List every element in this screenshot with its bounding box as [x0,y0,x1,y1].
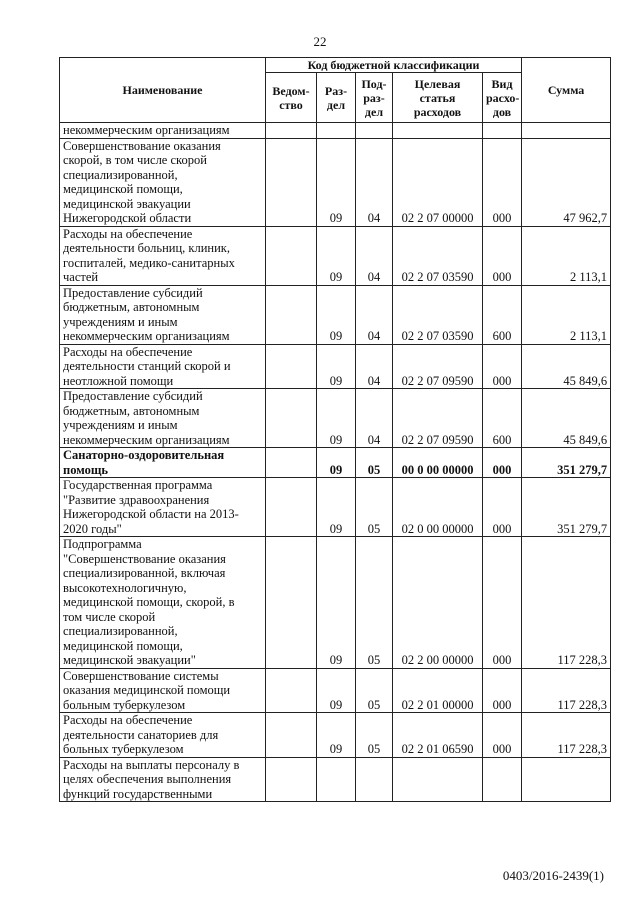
cell-dept [266,285,317,344]
cell-sec: 09 [317,537,356,669]
cell-name: Расходы на обеспечение деятельности больниц, клиник, госпиталей, медико-санитарных частей [60,226,266,285]
cell-type: 000 [483,448,522,478]
cell-target: 02 2 07 03590 [393,285,483,344]
table-row [60,138,611,226]
header-target: Целевая статья расходов [393,73,483,123]
cell-sec: 09 [317,138,356,226]
cell-dept [266,537,317,669]
cell-target: 02 2 01 00000 [393,668,483,713]
cell-sum: 351 279,7 [522,478,611,537]
header-sum: Сумма [522,58,611,123]
cell-sum [522,757,611,802]
table-row [60,285,611,344]
page-number: 22 [313,34,327,49]
cell-type: 600 [483,389,522,448]
cell-name: Государственная программа "Развитие здравоохранения Нижегородской области на 2013- 2020 годы" [60,478,266,537]
cell-sub: 04 [356,138,393,226]
cell-sum: 2 113,1 [522,226,611,285]
cell-dept [266,448,317,478]
cell-target: 02 2 01 06590 [393,713,483,758]
cell-sum: 117 228,3 [522,713,611,758]
budget-table [59,57,611,802]
cell-dept [266,389,317,448]
cell-name: Предоставление субсидий бюджетным, автономным учреждениям и иным некоммерческим организациям [60,389,266,448]
cell-sum [522,123,611,139]
cell-type: 000 [483,138,522,226]
cell-dept [266,123,317,139]
header-name: Наименование [60,58,266,123]
cell-sum: 117 228,3 [522,537,611,669]
cell-name: Расходы на выплаты персоналу в целях обеспечения выполнения функций государственными [60,757,266,802]
cell-sec: 09 [317,344,356,389]
table-row [60,713,611,758]
cell-sub [356,757,393,802]
cell-name: Совершенствование системы оказания медицинской помощи больным туберкулезом [60,668,266,713]
cell-dept [266,226,317,285]
cell-name: Расходы на обеспечение деятельности санаториев для больных туберкулезом [60,713,266,758]
cell-type: 000 [483,537,522,669]
cell-name: Санаторно-оздоровительная помощь [60,448,266,478]
cell-target: 02 2 07 00000 [393,138,483,226]
header-subsection: Под- раз- дел [356,73,393,123]
cell-type [483,757,522,802]
cell-name: Совершенствование оказания скорой, в том числе скорой специализированной, медицинской помощи, медицинской эвакуации Нижегородской области [60,138,266,226]
cell-sub: 05 [356,537,393,669]
cell-name: некоммерческим организациям [60,123,266,139]
header-exp-type: Вид расхо- дов [483,73,522,123]
cell-sec: 09 [317,478,356,537]
cell-sec: 09 [317,668,356,713]
cell-sub: 04 [356,285,393,344]
cell-dept [266,668,317,713]
table-row [60,123,611,139]
cell-target: 02 2 07 03590 [393,226,483,285]
cell-sec: 09 [317,713,356,758]
cell-sec: 09 [317,448,356,478]
document-code: 0403/2016-2439(1) [502,868,604,883]
cell-name: Предоставление субсидий бюджетным, автономным учреждениям и иным некоммерческим организациям [60,285,266,344]
cell-type: 000 [483,713,522,758]
cell-sub: 04 [356,389,393,448]
cell-dept [266,344,317,389]
header-code-group: Код бюджетной классификации [266,58,522,73]
cell-sec [317,757,356,802]
cell-sum: 47 962,7 [522,138,611,226]
cell-target: 00 0 00 00000 [393,448,483,478]
table-row [60,389,611,448]
cell-target [393,757,483,802]
cell-sec: 09 [317,285,356,344]
cell-sub: 05 [356,448,393,478]
cell-sec: 09 [317,226,356,285]
cell-type: 000 [483,478,522,537]
cell-sub: 05 [356,668,393,713]
table-row [60,448,611,478]
cell-name: Расходы на обеспечение деятельности станций скорой и неотложной помощи [60,344,266,389]
cell-sum: 117 228,3 [522,668,611,713]
cell-type: 000 [483,668,522,713]
cell-type: 600 [483,285,522,344]
cell-target [393,123,483,139]
cell-sub: 05 [356,478,393,537]
cell-sub: 04 [356,344,393,389]
cell-sum: 45 849,6 [522,344,611,389]
cell-sub [356,123,393,139]
cell-sub: 05 [356,713,393,758]
cell-sum: 45 849,6 [522,389,611,448]
table-row [60,344,611,389]
cell-sum: 2 113,1 [522,285,611,344]
table-row [60,668,611,713]
cell-sec [317,123,356,139]
cell-type: 000 [483,226,522,285]
cell-target: 02 0 00 00000 [393,478,483,537]
table-row [60,757,611,802]
cell-target: 02 2 00 00000 [393,537,483,669]
cell-target: 02 2 07 09590 [393,344,483,389]
cell-dept [266,713,317,758]
cell-sum: 351 279,7 [522,448,611,478]
cell-name: Подпрограмма "Совершенствование оказания специализированной, включая высокотехнологичную, медицинской помощи, скорой, в том числе скорой специализированной, медицинской помощи, медицинской эвакуации" [60,537,266,669]
header-dept: Ведом- ство [266,73,317,123]
cell-target: 02 2 07 09590 [393,389,483,448]
cell-type [483,123,522,139]
cell-dept [266,138,317,226]
cell-sec: 09 [317,389,356,448]
cell-sub: 04 [356,226,393,285]
table-row [60,226,611,285]
cell-dept [266,478,317,537]
table-row [60,537,611,669]
header-section: Раз- дел [317,73,356,123]
table-row [60,478,611,537]
cell-dept [266,757,317,802]
cell-type: 000 [483,344,522,389]
